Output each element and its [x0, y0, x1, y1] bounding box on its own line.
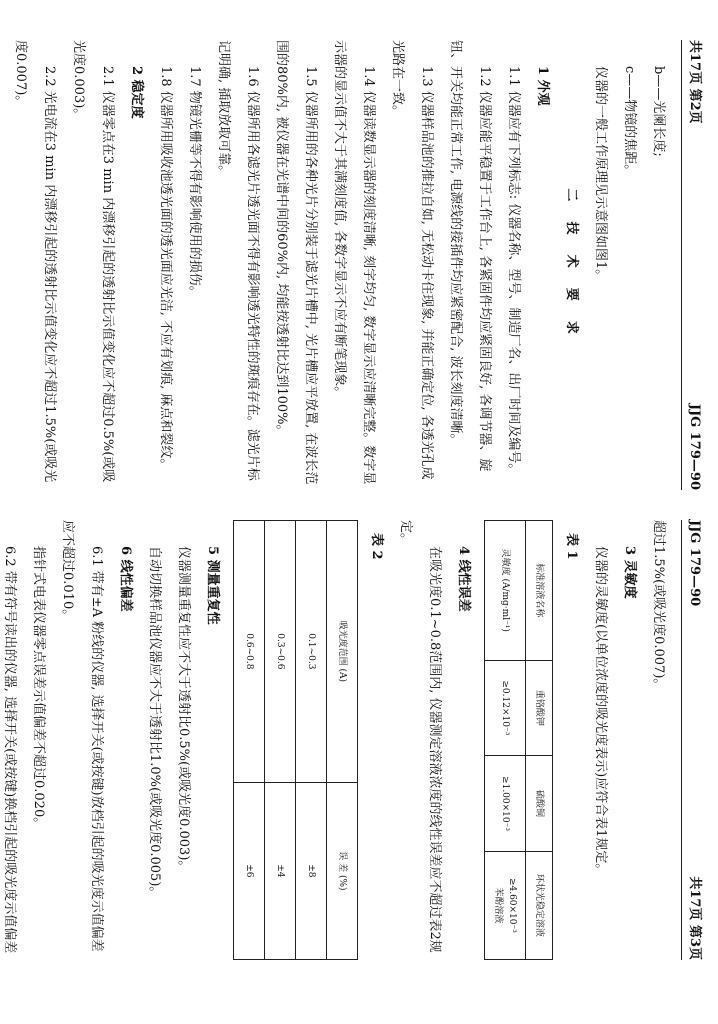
clause-1-1: 1.1 仪器应有下列标志: 仪器名称、型号、制造厂名、出厂时间及编号。: [506, 66, 521, 477]
clause-6-2: 6.2 带有符号读出的仪器, 选择开关(或按键)换档引起的吸光度示值偏差: [2, 546, 17, 954]
table-cell: 标准溶液名称: [526, 521, 553, 661]
table-cell: 硫酸铜: [526, 756, 553, 852]
table-2-caption: 表 2: [369, 533, 384, 560]
clause-1-title: 1 外观: [535, 66, 550, 106]
clause-6-1: 6.1 带有±A 粉线的仪器, 选择开关(或按键)放档引起的吸光度示值偏差应不超过0.010。: [60, 520, 104, 952]
clause-1-6: 1.6 仪器所用各滤光片透光面不得有影响透光特性的斑痕存在。滤光片标记明确, 插取放取可靠。: [216, 40, 260, 481]
clause-1-7: 1.7 物镜光栅等不得有影响使用的损伤。: [187, 66, 202, 299]
table-cell: ≥1.00×10⁻³: [485, 756, 526, 852]
table-cell: 误 差 (%): [327, 782, 358, 959]
clause-1-2: 1.2 仪器应能平稳置于工作台上, 各紧固件均应紧固良好, 各调节器、旋钮、开关均能正常工作, 电源线的接插件均应紧密配合, 波长刻度清晰。: [448, 40, 492, 472]
clause-1-8: 1.8 仪器所用吸收池透光面的透光面应光洁, 不应有划痕, 麻点和裂纹。: [158, 66, 173, 472]
clause-5-text-1: 仪器测量重复性应不大于透射比0.5%(或吸光度0.003)。: [176, 546, 191, 874]
table-cell: 环状光稳定溶液: [526, 851, 553, 959]
clause-4-text: 在吸光度0.1~0.8范围内, 仪器测定溶液浓度的线性误差应不超过表2规定。: [398, 520, 442, 953]
standard-code: JJG 179—90: [687, 520, 702, 607]
table-cell-value: ≥4.60×10⁻³: [507, 877, 517, 933]
clause-2-title: 2 稳定度: [129, 66, 144, 119]
page-number: 共17页 第3页: [687, 876, 702, 960]
table-cell: 0.6~0.8: [234, 521, 265, 783]
clause-2-3: [0, 40, 6, 490]
table-2: [233, 520, 358, 960]
page-number: 共17页 第2页: [687, 40, 702, 124]
table-cell: 0.1~0.3: [296, 521, 327, 783]
page-header: [681, 40, 704, 490]
table-row: [526, 521, 553, 960]
table-row: [234, 521, 265, 960]
clause-3-title: 3 灵敏度: [622, 546, 637, 599]
table-row: [296, 521, 327, 960]
clause-1-5: 1.5 仪器所用的各种光片分别装于滤光片槽中, 光片槽应平放置, 在波长范围的80%内, 被仪器在光谱中间的60%内, 均能按透射比达到100%。: [274, 40, 318, 485]
clause-3-text: 仪器的灵敏度(以单位浓度的吸光度表示)应符合表1规定。: [593, 546, 608, 877]
page-header: [681, 520, 704, 960]
table-cell-note: 苯酚溶液: [493, 887, 503, 924]
page-3: [0, 520, 718, 960]
table-row: [327, 521, 358, 960]
table-cell: 0.3~0.6: [265, 521, 296, 783]
table-cell: ±4: [265, 782, 296, 959]
table-cell: ≥0.12×10⁻³: [485, 660, 526, 756]
clause-6-title: 6 线性偏差: [118, 546, 133, 612]
table-cell: 灵敏度 (A/mg·ml⁻¹): [485, 521, 526, 661]
page-2: [0, 40, 718, 490]
table-row: [265, 521, 296, 960]
clause-1-3: 1.3 仪器样品池的推拉自如, 无松动卡住现象, 并能正确定位, 各透光孔成光路在一致。: [390, 40, 434, 480]
clause-2-2: 2.2 光电流在3 min 内漂移引起的透射比示值变化应不超过1.5%(或吸光度0.007)。: [13, 40, 57, 483]
section-title: 二 技 术 要 求: [564, 188, 579, 342]
table-cell: ±6: [234, 782, 265, 959]
table-row: [485, 521, 526, 960]
table-1: [484, 520, 553, 960]
table-cell: ±8: [296, 782, 327, 959]
definition-c: c——物镜的焦距。: [622, 66, 637, 178]
table-cell: 重铬酸钾: [526, 660, 553, 756]
definition-b: b——光阑长度;: [651, 66, 666, 157]
clause-5-title: 5 测量重复性: [205, 546, 220, 625]
clause-6-1-note: 指针式电表仪器零点误差示值偏差不超过0.020。: [31, 546, 46, 831]
table-1-caption: 表 1: [564, 533, 579, 560]
clause-5-text-2: 自动切换样品池仪器应不大于透射比1.0%(或吸光度0.005)。: [147, 546, 162, 900]
clause-4-title: 4 线性误差: [456, 546, 471, 612]
table-cell: 吸光度范围 (A): [327, 521, 358, 783]
table-cell: [485, 851, 526, 959]
continued-text: 超过1.5%(或吸光度0.007)。: [651, 520, 666, 692]
principle-note: 仪器的一般工作原理见示意图如图1。: [593, 66, 608, 283]
standard-code: JJG 179—90: [687, 403, 702, 490]
clause-2-1: 2.1 仪器零点在3 min 内漂移引起的透射比示值变化应不超过0.5%(或吸光度0.003)。: [71, 40, 115, 483]
clause-1-4: 1.4 仪器读数显示器的刻度清晰, 刻字均匀, 数字显示应清晰完整。数字显示器的显示值不大于其满刻度值, 各数字显示不应有断笔现象。: [332, 40, 376, 485]
